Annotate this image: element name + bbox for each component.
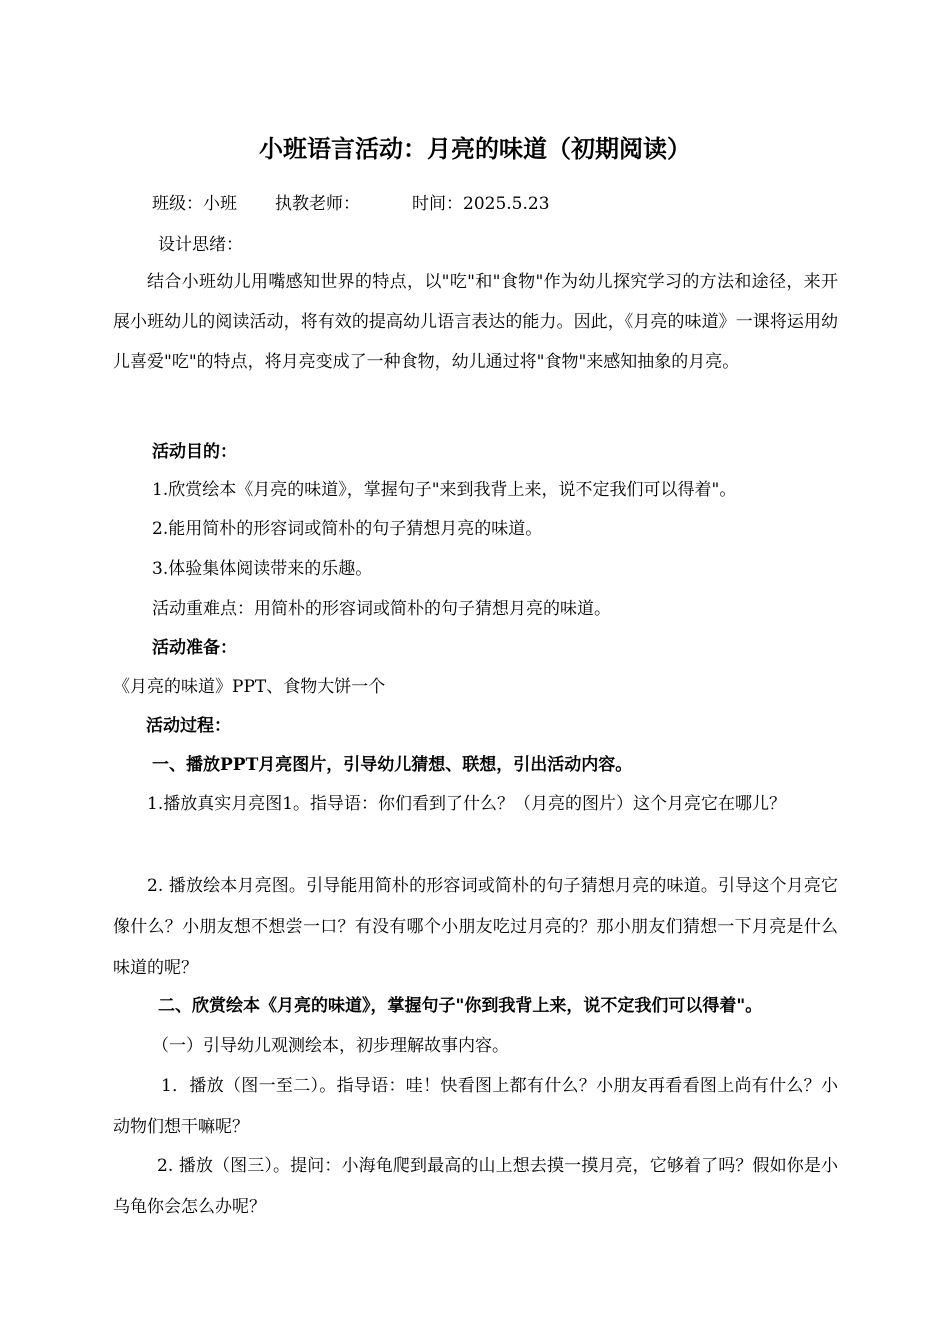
section1-item: 1.播放真实月亮图1。指导语：你们看到了什么？（月亮的图片）这个月亮它在哪儿？ xyxy=(147,794,787,814)
document-title: 小班语言活动：月亮的味道（初期阅读） xyxy=(259,134,691,163)
meta-time: 时间：2025.5.23 xyxy=(412,194,550,214)
process-heading: 活动过程： xyxy=(146,716,231,736)
goal-item: 2.能用简朴的形容词或简朴的句子猜想月亮的味道。 xyxy=(152,519,543,539)
prep-heading: 活动准备： xyxy=(152,638,237,658)
goal-item: 1.欣赏绘本《月亮的味道》，掌握句子"来到我背上来，说不定我们可以得着"。 xyxy=(152,480,737,500)
prep-text: 《月亮的味道》PPT、食物大饼一个 xyxy=(113,677,386,697)
design-text: 结合小班幼儿用嘴感知世界的特点，以"吃"和"食物"作为幼儿探究学习的方法和途径，来开展小班幼儿的阅读活动，将有效的提高幼儿语言表达的能力。因此，《月亮的味道》一课将运用幼儿喜爱"吃"的特点，将月亮变成了一种食物，幼儿通过将"食物"来感知抽象的月亮。 xyxy=(113,272,838,372)
section2-heading: 二、欣赏绘本《月亮的味道》，掌握句子"你到我背上来，说不定我们可以得着"。 xyxy=(158,996,763,1016)
goal-item: 3.体验集体阅读带来的乐趣。 xyxy=(152,559,373,579)
goals-heading: 活动目的： xyxy=(152,442,237,462)
design-label: 设计思绪： xyxy=(158,235,243,255)
meta-teacher: 执教老师： xyxy=(275,194,360,214)
section2-item: 2. 播放（图三）。提问：小海龟爬到最高的山上想去摸一摸月亮，它够着了吗？假如你是小乌龟你会怎么办呢？ xyxy=(113,1156,838,1217)
section2-item: 1．播放（图一至二）。指导语：哇！快看图上都有什么？小朋友再看看图上尚有什么？小动物们想干嘛呢？ xyxy=(113,1076,838,1137)
meta-class: 班级：小班 xyxy=(152,194,237,214)
section2-sub: （一）引导幼儿观测绘本，初步理解故事内容。 xyxy=(152,1036,509,1056)
meta-line xyxy=(152,192,550,216)
section1-item: 2. 播放绘本月亮图。引导能用简朴的形容词或简朴的句子猜想月亮的味道。引导这个月亮它像什么？小朋友想不想尝一口？有没有哪个小朋友吃过月亮的？那小朋友们猜想一下月亮是什么味道的呢？ xyxy=(113,876,838,978)
key-points: 活动重难点：用简朴的形容词或简朴的句子猜想月亮的味道。 xyxy=(152,599,611,619)
section1-heading: 一、播放PPT月亮图片，引导幼儿猜想、联想，引出活动内容。 xyxy=(152,755,633,775)
